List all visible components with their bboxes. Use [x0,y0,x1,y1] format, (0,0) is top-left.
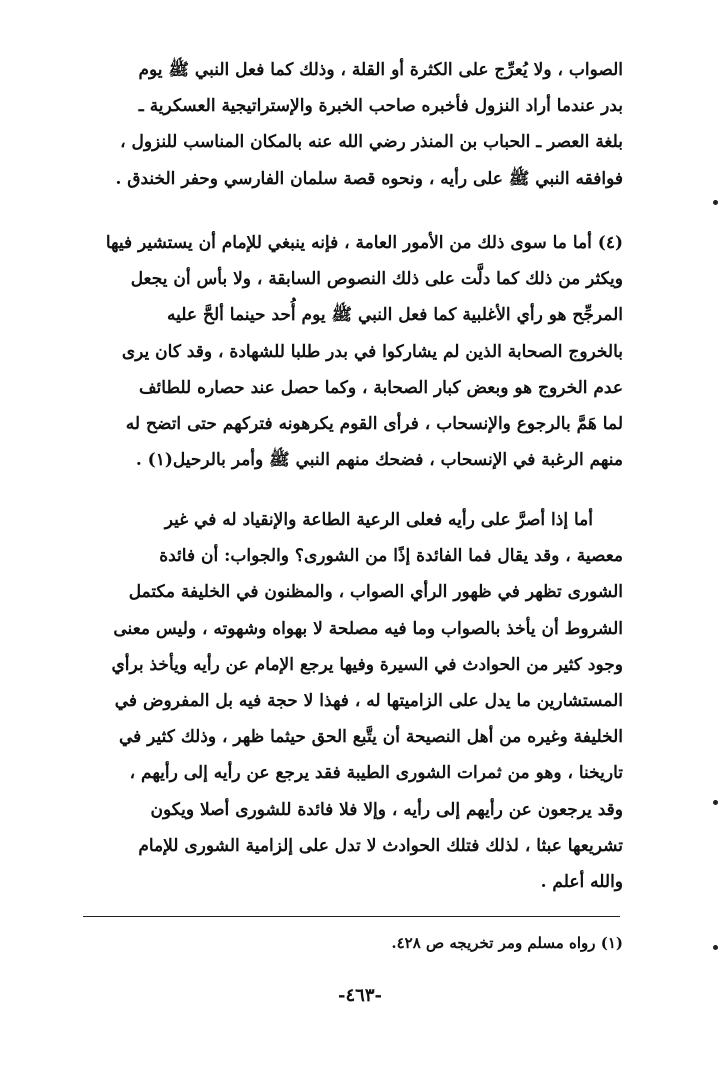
scan-dot-mark [713,945,718,950]
text-line: عدم الخروج هو وبعض كبار الصحابة ، وكما حصل عند حصاره للطائف [138,377,623,398]
footnote: (١) رواه مسلم ومر تخريجه ص ٤٢٨. [391,934,623,952]
text-line: المرجِّح هو رأي الأغلبية كما فعل النبي ﷺ يوم أُحد حينما ألحَّ عليه [167,305,623,326]
scan-dot-mark [713,200,718,205]
text-line: لما هَمَّ بالرجوع والإنسحاب ، فرأى القوم يكرهونه فتركهم حتى اتضح له [125,413,623,434]
paragraph-1 [78,52,623,197]
text-line: معصية ، وقد يقال فما الفائدة إذًا من الشورى؟ والجواب: أن فائدة [159,546,623,567]
paragraph-3 [78,502,623,900]
text-line: تاريخنا ، وهو من ثمرات الشورى الطيبة فقد يرجع عن رأيه إلى رأيهم ، [129,763,623,784]
text-line: بلغة العصر ـ الحباب بن المنذر رضي الله عنه بالمكان المناسب للنزول ، [120,132,623,153]
text-line: المستشارين ما يدل على الزاميتها له ، فهذا لا حجة فيه بل المفروض في [114,690,623,711]
scan-dot-mark [713,800,718,805]
text-line: (٤) أما ما سوى ذلك من الأمور العامة ، فإنه ينبغي للإمام أن يستشير فيها [105,233,623,253]
text-line: الشروط أن يأخذ بالصواب وما فيه مصلحة لا بهواه وشهوته ، وليس معنى [113,618,623,639]
text-line: والله أعلم . [540,871,623,892]
text-line: بدر عندما أراد النزول فأخبره صاحب الخبرة والإستراتيجية العسكرية ـ [138,96,623,117]
text-line: الشورى تظهر في ظهور الرأي الصواب ، والمظنون في الخليفة مكتمل [128,582,623,603]
paragraph-2 [78,225,623,478]
text-line: أما إذا أصرَّ على رأيه فعلى الرعية الطاعة والإنقياد له في غير [164,510,593,530]
text-line: وجود كثير من الحوادث في السيرة وفيها يرجع الإمام عن رأيه ويأخذ برأي [111,654,623,675]
text-line: ويكثر من ذلك كما دلَّت على ذلك النصوص السابقة ، ولا بأس أن يجعل [130,269,623,290]
text-line: الخليفة وغيره من أهل النصيحة أن يتَّبع الحق حيثما ظهر ، وذلك كثير في [118,727,623,748]
text-line: فوافقه النبي ﷺ على رأيه ، ونحوه قصة سلمان الفارسي وحفر الخندق . [115,168,623,189]
footnote-divider [83,916,620,917]
text-line: بالخروج الصحابة الذين لم يشاركوا في بدر طلبا للشهادة ، وقد كان يرى [121,341,623,362]
text-line: تشريعها عبثا ، لذلك فتلك الحوادث لا تدل على إلزامية الشورى للإمام [138,835,623,856]
text-line: وقد يرجعون عن رأيهم إلى رأيه ، وإلا فلا فائدة للشورى أصلا ويكون [150,799,623,820]
page-number: -٤٦٣- [338,985,382,1006]
text-line: منهم الرغبة في الإنسحاب ، فضحك منهم النبي ﷺ وأمر بالرحيل(١) . [135,450,623,471]
text-line: الصواب ، ولا يُعرِّج على الكثرة أو القلة ، وذلك كما فعل النبي ﷺ يوم [138,60,623,80]
